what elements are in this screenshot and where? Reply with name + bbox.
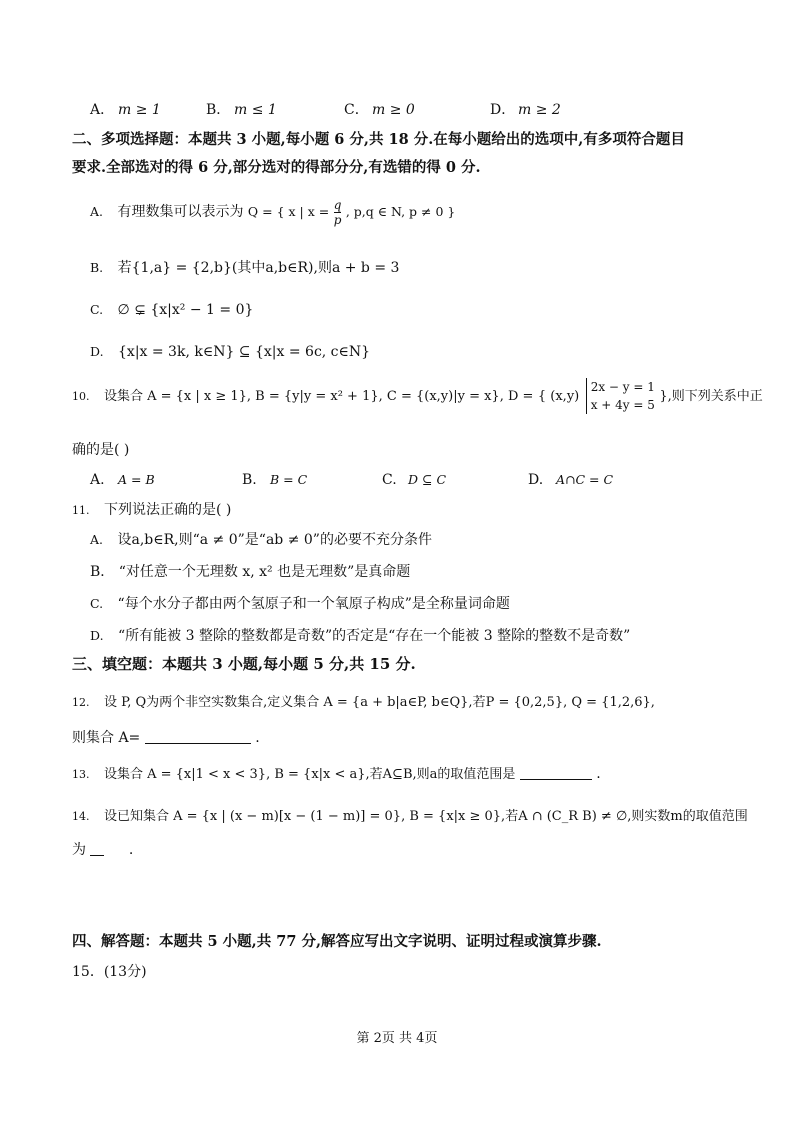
q11-option-b-text: “对任意一个无理数 x, x² 也是无理数”是真命题 — [118, 564, 411, 580]
q8-option-d-text: m ≥ 2 — [518, 102, 561, 118]
q10-equation-2: x + 4y = 5 — [590, 398, 655, 412]
q12-number: 12. — [72, 696, 90, 709]
q11-option-b-label: B． — [90, 564, 115, 580]
q12-answer-tail: . — [255, 730, 260, 746]
q11-option-c-label: C. — [90, 596, 104, 611]
q10-option-b-label: B. — [242, 472, 257, 488]
q9-option-a-text: 有理数集可以表示为 — [117, 204, 244, 220]
section-2-heading-line2: 要求.全部选对的得 6 分,部分选对的得部分分,有选错的得 0 分. — [72, 159, 481, 176]
q11-option-a-text: 设a,b∈R,则“a ≠ 0”是“ab ≠ 0”的必要不充分条件 — [117, 532, 432, 548]
q9-option-a-label: A. — [90, 204, 104, 219]
q12-answer-prefix: 则集合 A= — [72, 730, 141, 746]
q10-number: 10. — [72, 390, 90, 403]
section-4-heading: 四、解答题：本题共 5 小题,共 77 分,解答应写出文字说明、证明过程或演算步骤. — [72, 933, 602, 950]
q11-option-d-label: D. — [90, 628, 104, 643]
q9-fraction-denominator: p — [333, 212, 342, 227]
q11-option-b — [90, 562, 410, 582]
q10-option-d-label: D. — [528, 472, 544, 488]
page-footer: 第 2页 共 4页 — [356, 1031, 438, 1046]
q13-stem — [72, 764, 601, 785]
q8-option-d-label: D． — [490, 102, 516, 118]
q14-answer-tail: . — [128, 842, 134, 858]
section-2-heading-line1: 二、多项选择题：本题共 3 小题,每小题 6 分,共 18 分.在每小题给出的选项中,有多项符合题目 — [72, 131, 685, 148]
q11-option-d-text: “所有能被 3 整除的整数都是奇数”的否定是“存在一个能被 3 整除的整数不是奇数” — [118, 628, 631, 644]
q11-stem — [72, 500, 231, 521]
q8-option-c-label: C． — [344, 102, 369, 118]
q9-option-d-text: {x|x = 3k, k∈N} ⊆ {x|x = 6c, c∈N} — [118, 344, 371, 360]
q10-option-a-label: A. — [90, 472, 105, 488]
q9-option-c-label: C. — [90, 302, 104, 317]
q14-number: 14. — [72, 810, 90, 823]
q9-option-b-label: B. — [90, 260, 104, 275]
q10-stem-line2: 确的是( ) — [72, 442, 130, 458]
q9-option-a-set-right: , p,q ∈ N, p ≠ 0 } — [345, 204, 456, 219]
q8-option-b-label: B． — [206, 102, 231, 118]
q9-option-a — [90, 190, 455, 234]
q12-answer-line — [72, 728, 260, 748]
q9-option-d-label: D. — [90, 344, 104, 359]
q11-option-a-label: A. — [90, 532, 104, 547]
q14-answer-prefix: 为 — [72, 842, 86, 858]
q11-number: 11. — [72, 504, 90, 517]
q10-option-d-text: A∩C = C — [556, 472, 614, 487]
q9-option-c — [90, 300, 253, 320]
q14-answer-line — [72, 840, 133, 860]
q11-option-c-text: “每个水分子都由两个氢原子和一个氧原子构成”是全称量词命题 — [117, 596, 510, 612]
section-3-heading: 三、填空题：本题共 3 小题,每小题 5 分,共 15 分. — [72, 655, 416, 673]
q8-option-a-text: m ≥ 1 — [118, 102, 161, 118]
q12-answer-blank[interactable] — [145, 729, 251, 744]
q9-option-d — [90, 342, 370, 362]
q10-option-c-text: D ⊆ C — [408, 472, 447, 487]
q10-equation-1: 2x − y = 1 — [590, 380, 655, 394]
q9-option-b — [90, 258, 399, 278]
q13-text: 设集合 A = {x|1 < x < 3}, B = {x|x < a},若A⊆B,则a的取值范围是 — [103, 767, 516, 782]
q11-stem-text: 下列说法正确的是( ) — [103, 502, 232, 518]
q8-option-a-label: A． — [90, 102, 115, 118]
q14-answer-blank[interactable] — [90, 841, 104, 856]
q10-text-b: },则下列关系中正 — [659, 389, 763, 404]
q9-option-a-set-left: Q = { x | x = — [247, 204, 330, 219]
q10-set-d-left: { (x,y) — [537, 389, 580, 404]
q10-text-a: 设集合 A = {x | x ≥ 1}, B = {y|y = x² + 1}, C = {(x,y)|y = x}, D = — [103, 389, 534, 404]
q8-option-c-text: m ≥ 0 — [372, 102, 415, 118]
q13-answer-tail: . — [596, 766, 601, 782]
q9-fraction-numerator: q — [333, 197, 342, 212]
q13-answer-blank[interactable] — [520, 765, 592, 780]
q11-option-c — [90, 594, 510, 614]
q12-text: 设 P, Q为两个非空实数集合,定义集合 A = {a + b|a∈P, b∈Q},若P = {0,2,5}, Q = {1,2,6}, — [103, 695, 655, 710]
q14-text: 设已知集合 A = {x | (x − m)[x − (1 − m)] = 0}, B = {x|x ≥ 0},若A ∩ (C_R B) ≠ ∅,则实数m的取值范围 — [103, 809, 748, 824]
q10-stem — [72, 374, 763, 418]
q11-option-a — [90, 530, 432, 550]
q11-option-d — [90, 626, 630, 646]
q9-option-c-text: ∅ ⊊ {x|x² − 1 = 0} — [117, 302, 254, 318]
q9-option-b-text: 若{1,a} = {2,b}(其中a,b∈R),则a + b = 3 — [117, 260, 400, 276]
q10-equation-system — [586, 378, 655, 414]
q15-label: 15．(13分) — [72, 964, 147, 980]
q12-stem — [72, 692, 655, 713]
q13-number: 13. — [72, 768, 90, 781]
q10-option-b-text: B = C — [270, 472, 308, 487]
q10-option-c-label: C. — [382, 472, 397, 488]
q9-option-a-fraction — [334, 198, 342, 227]
q8-option-b-text: m ≤ 1 — [234, 102, 277, 118]
q14-stem — [72, 806, 748, 827]
q10-option-a-text: A = B — [118, 472, 155, 487]
